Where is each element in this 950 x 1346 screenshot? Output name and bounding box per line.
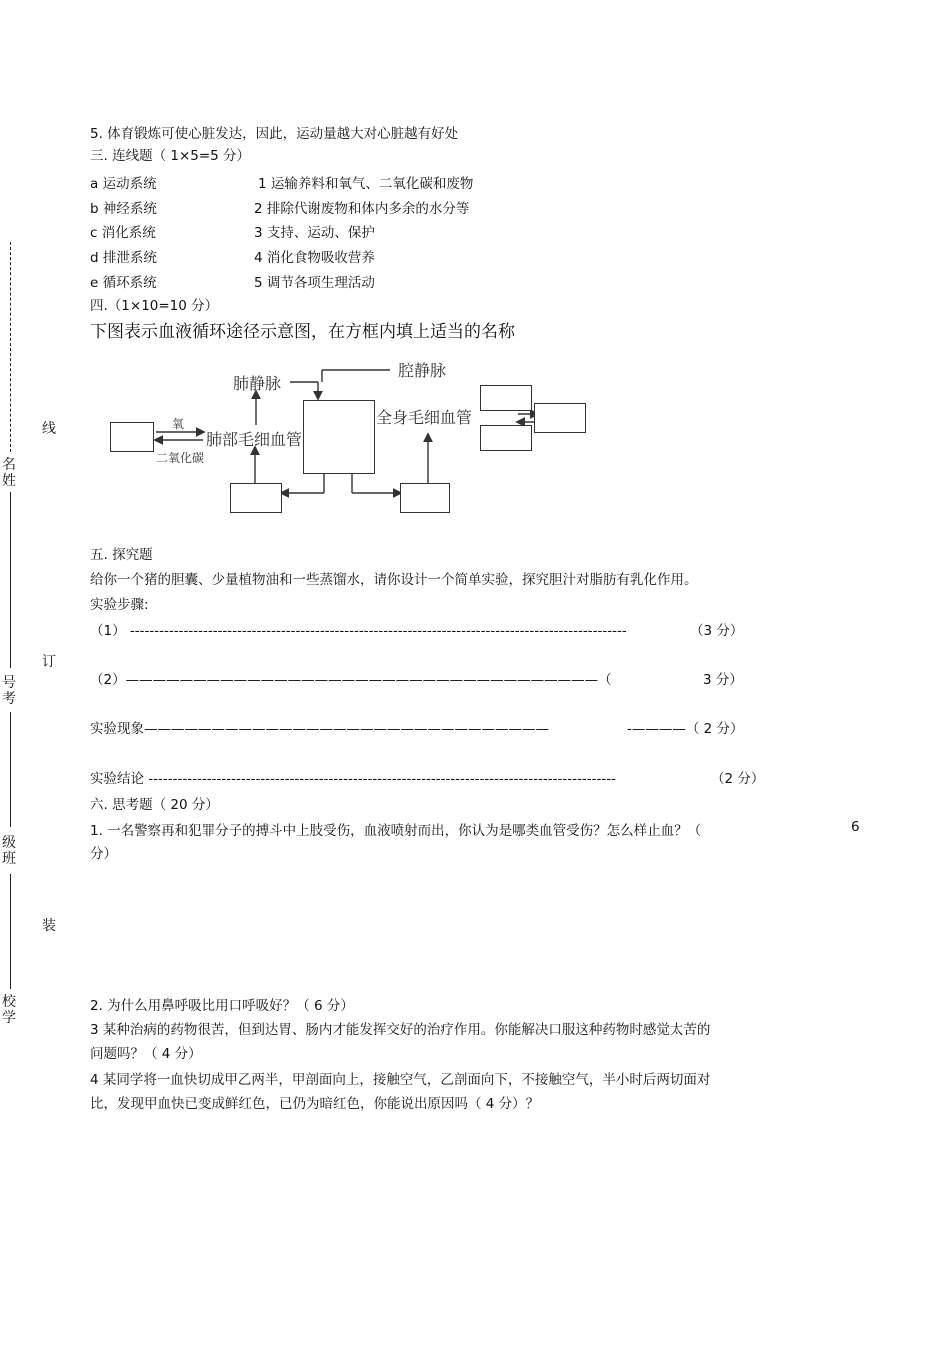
diagram-box-bottom-right[interactable]	[400, 483, 450, 513]
label-oxygen: 氧	[172, 417, 185, 431]
question-1-tail: 分）	[90, 846, 117, 862]
binding-line	[10, 712, 11, 827]
binding-line	[10, 874, 11, 989]
diagram-box-right-top[interactable]	[480, 385, 532, 411]
diagram-box-right-tissue[interactable]	[534, 403, 586, 433]
question-1: 1. 一名警察再和犯罪分子的搏斗中上肢受伤，血液喷射而出，你认为是哪类血管受伤？怎么样止血？（	[90, 823, 702, 839]
phenomenon-line: 实验现象——————————————————————————————	[90, 721, 549, 737]
binding-dashed-line	[10, 242, 11, 452]
question-4-line-1: 4 某同学将一血快切成甲乙两半，甲剖面向上，接触空气，乙剖面向下，不接触空气，半小时后两切面对	[90, 1072, 711, 1088]
match-right-2: 2 排除代谢废物和体内多余的水分等	[254, 201, 470, 217]
match-left-e: e 循环系统	[90, 275, 157, 291]
match-left-b: b 神经系统	[90, 201, 157, 217]
diagram-heart	[303, 400, 375, 474]
section-3-title: 三. 连线题（ 1×5=5 分）	[90, 148, 251, 164]
circulation-diagram	[100, 345, 600, 540]
match-left-a: a 运动系统	[90, 176, 157, 192]
judge-item-5: 5. 体育锻炼可使心脏发达，因此，运动量越大对心脏越有好处	[90, 126, 459, 142]
question-2: 2. 为什么用鼻呼吸比用口呼吸好？（ 6 分）	[90, 998, 354, 1014]
match-right-1: 1 运输养料和氧气、二氧化碳和废物	[258, 176, 474, 192]
diagram-box-right-bottom[interactable]	[480, 425, 532, 451]
match-right-3: 3 支持、运动、保护	[254, 225, 375, 241]
match-left-d: d 排泄系统	[90, 250, 157, 266]
match-right-5: 5 调节各项生理活动	[254, 275, 375, 291]
side-kaohao-1: 号	[2, 675, 16, 691]
section-6-title: 六. 思考题（ 20 分）	[90, 797, 219, 813]
label-pulmonary-vein: 肺静脉	[233, 374, 282, 393]
label-carbon-dioxide: 二氧化碳	[156, 451, 205, 465]
section-5-title: 五. 探究题	[90, 547, 153, 563]
question-3-line-2: 问题吗？（ 4 分）	[90, 1046, 202, 1062]
step-2-score: 3 分）	[703, 672, 743, 688]
match-left-c: c 消化系统	[90, 225, 156, 241]
phenomenon-tail: -————（ 2 分）	[627, 721, 744, 737]
side-banji-2: 班	[2, 851, 16, 867]
side-xuexiao-1: 校	[2, 994, 16, 1010]
step-1-line: （1） ------------------------------------------------------------------------------------------------------	[90, 623, 627, 639]
diagram-box-bottom-left[interactable]	[230, 483, 282, 513]
side-ding: 订	[42, 654, 56, 670]
question-4-line-2: 比，发现甲血快已变成鲜红色，已仍为暗红色，你能说出原因吗（ 4 分）？	[90, 1096, 540, 1112]
label-vena-cava: 腔静脉	[398, 361, 447, 380]
question-3-line-1: 3 某种治病的药物很苦，但到达胃、肠内才能发挥交好的治疗作用。你能解决口服这种药物时感觉太苦的	[90, 1022, 711, 1038]
diagram-box-lung-air[interactable]	[110, 422, 154, 452]
label-lung-capillary: 肺部毛细血管	[206, 430, 303, 449]
side-xuexiao-2: 学	[2, 1010, 16, 1026]
steps-label: 实验步骤:	[90, 597, 149, 613]
step-2-line: （2）———————————————————————————————————（	[90, 672, 612, 688]
side-xingming-2: 姓	[2, 473, 16, 489]
binding-line	[10, 492, 11, 668]
side-xian: 线	[42, 421, 56, 437]
question-1-score: 6	[851, 819, 860, 835]
side-zhuang: 装	[42, 918, 56, 934]
section-4-question: 下图表示血液循环途径示意图，在方框内填上适当的名称	[90, 322, 515, 342]
conclusion-score: （2 分）	[711, 771, 765, 787]
side-banji-1: 级	[2, 835, 16, 851]
section-4-title: 四.（1×10=10 分）	[90, 298, 219, 314]
label-body-capillary: 全身毛细血管	[376, 408, 473, 427]
side-xingming-1: 名	[2, 457, 16, 473]
match-right-4: 4 消化食物吸收营养	[254, 250, 375, 266]
conclusion-line: 实验结论 ------------------------------------------------------------------------------------------------	[90, 771, 616, 787]
section-5-intro: 给你一个猪的胆囊、少量植物油和一些蒸馏水，请你设计一个简单实验，探究胆汁对脂肪有乳化作用。	[90, 572, 698, 588]
step-1-score: （3 分）	[690, 623, 744, 639]
side-kaohao-2: 考	[2, 691, 16, 707]
